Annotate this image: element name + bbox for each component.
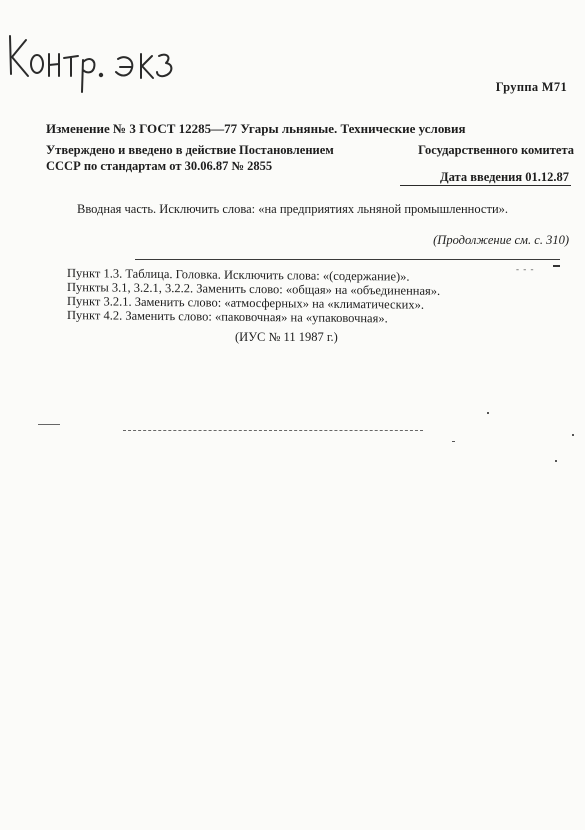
scan-mark-dash bbox=[553, 265, 560, 267]
approval-text-part2: Государственного комитета bbox=[418, 143, 574, 157]
scan-artifact-line bbox=[38, 424, 60, 425]
scan-speck bbox=[555, 460, 557, 462]
intro-paragraph: Вводная часть. Исключить слова: «на предприятиях льняной промышленности». bbox=[77, 202, 509, 216]
group-code: Группа М71 bbox=[495, 80, 567, 94]
scan-speck bbox=[487, 412, 489, 414]
handwritten-signature bbox=[4, 26, 194, 98]
introduction-date: Дата введения 01.12.87 bbox=[440, 170, 569, 184]
continuation-note: (Продолжение см. с. 310) bbox=[433, 233, 569, 247]
amendment-item: Пункт 4.2. Заменить слово: «паковочная» на «упаковочная». bbox=[67, 308, 388, 326]
document-title: Изменение № 3 ГОСТ 12285—77 Угары льняные. Технические условия bbox=[46, 121, 466, 136]
date-underline bbox=[400, 185, 571, 186]
amendment-items bbox=[67, 268, 440, 324]
approval-text-line2: СССР по стандартам от 30.06.87 № 2855 bbox=[46, 159, 273, 173]
scan-speck bbox=[452, 441, 455, 442]
source-reference: (ИУС № 11 1987 г.) bbox=[235, 330, 338, 344]
handwritten-note bbox=[4, 26, 194, 98]
section-divider bbox=[135, 259, 560, 260]
scan-artifact-dashed-line bbox=[123, 430, 423, 431]
amendment-item: Пункты 3.1, 3.2.1, 3.2.2. Заменить слово: «общая» на «объединенная». bbox=[67, 280, 441, 298]
scan-speck bbox=[572, 434, 574, 436]
amendment-item: Пункт 3.2.1. Заменить слово: «атмосферных» на «климатических». bbox=[67, 294, 424, 312]
approval-text-part1: Утверждено и введено в действие Постановлением bbox=[46, 143, 334, 157]
scan-mark: - - - bbox=[516, 264, 535, 274]
amendment-item: Пункт 1.3. Таблица. Головка. Исключить слова: «(содержание)». bbox=[67, 266, 410, 284]
